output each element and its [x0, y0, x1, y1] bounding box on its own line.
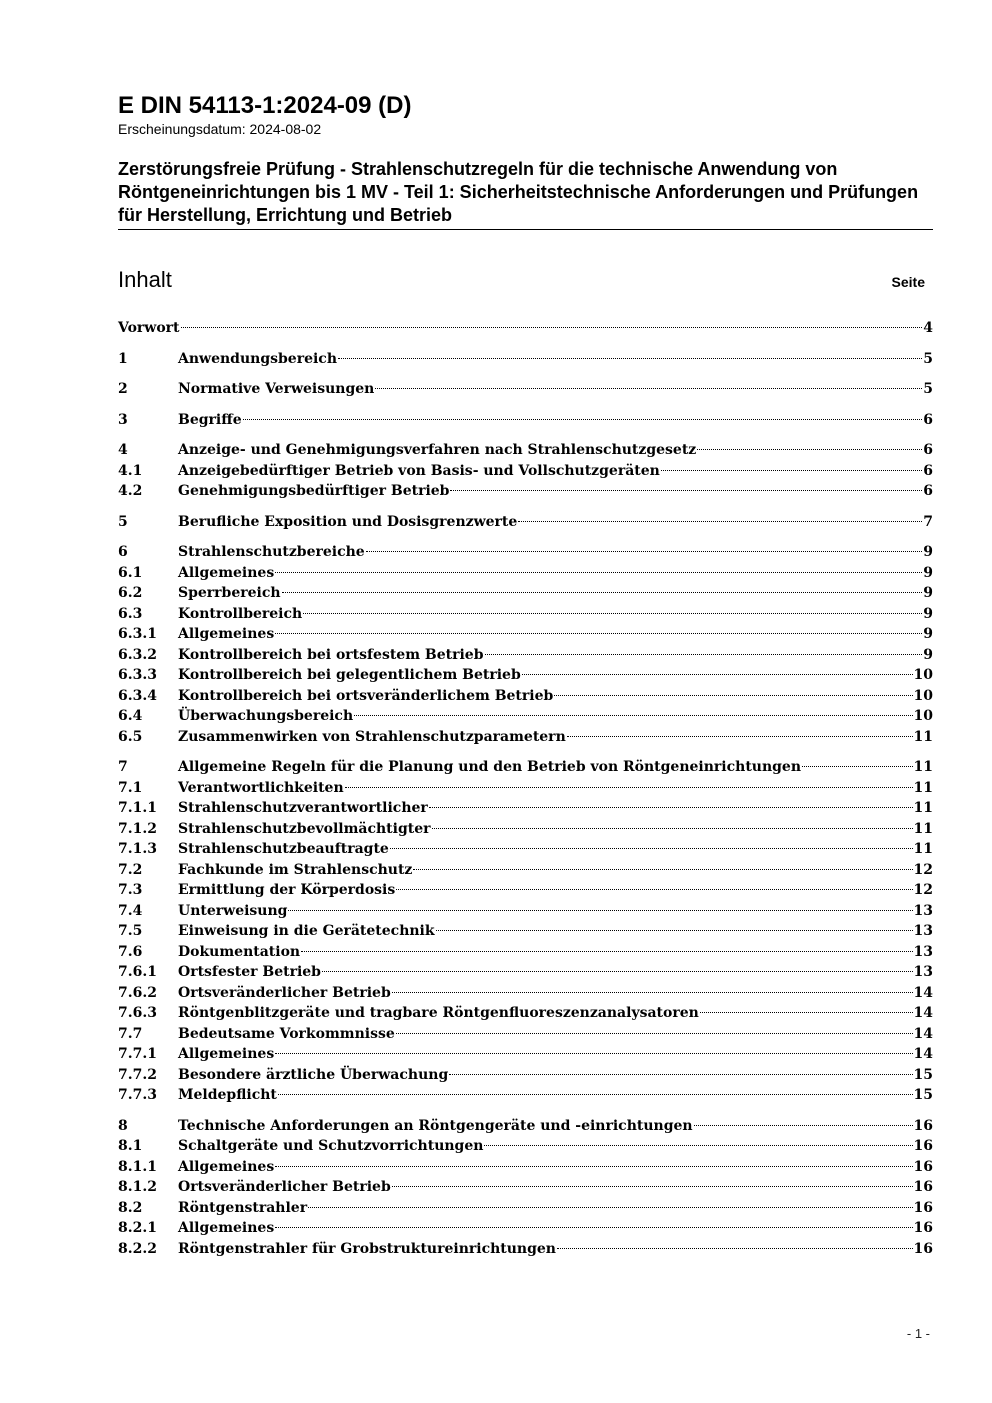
toc-heading: Inhalt: [118, 267, 172, 292]
toc-entry[interactable]: [118, 481, 933, 502]
toc-entry-number: 7.7.3: [118, 1087, 157, 1103]
toc-entry[interactable]: [118, 798, 933, 819]
toc-dot-leader: [396, 889, 912, 890]
toc-entry-number: 7: [118, 759, 128, 775]
toc-entry-number: 6.3.2: [118, 646, 157, 663]
toc-entry-title: Unterweisung: [178, 902, 288, 919]
toc-entry[interactable]: [118, 1085, 933, 1106]
toc-entry-number: 6: [118, 544, 128, 560]
toc-entry-number: 6.2: [118, 585, 143, 601]
toc-entry[interactable]: [118, 461, 933, 482]
toc-entry[interactable]: [118, 645, 933, 666]
toc-entry-page: 16: [913, 1220, 933, 1236]
toc-entry-page: 9: [923, 544, 933, 560]
toc-entry-number: 7.6.3: [118, 1005, 157, 1021]
toc-entry[interactable]: [118, 901, 933, 922]
toc-entry-number: 6.3.1: [118, 626, 157, 642]
toc-entry-title: Sperrbereich: [178, 585, 281, 601]
toc-entry-number: 4: [118, 442, 128, 458]
toc-entry-number: 6.5: [118, 728, 143, 745]
toc-entry-page: 11: [913, 800, 933, 816]
toc-entry-number: 8.2.1: [118, 1220, 157, 1236]
toc-entry-number: 7.1.2: [118, 820, 157, 837]
toc-entry[interactable]: [118, 1177, 933, 1198]
toc-entry-title: Bedeutsame Vorkommnisse: [178, 1025, 395, 1042]
toc-entry-title: Ermittlung der Körperdosis: [178, 882, 396, 898]
table-of-contents: [118, 318, 933, 1259]
toc-dot-leader: [700, 1012, 913, 1013]
toc-entry-title: Verantwortlichkeiten: [178, 779, 344, 796]
toc-entry-page: 5: [923, 381, 933, 397]
toc-entry-title: Allgemeine Regeln für die Planung und den Betrieb von Röntgeneinrichtungen: [178, 759, 802, 775]
toc-entry-page: 13: [913, 943, 933, 960]
toc-entry[interactable]: [118, 1116, 933, 1137]
toc-dot-leader: [450, 490, 922, 491]
toc-entry-page: 9: [923, 626, 933, 642]
toc-entry-title: Vorwort: [118, 320, 180, 336]
toc-entry[interactable]: [118, 962, 933, 983]
toc-entry[interactable]: [118, 1157, 933, 1178]
toc-dot-leader: [413, 869, 912, 870]
toc-entry-number: 7.1: [118, 779, 143, 796]
toc-entry[interactable]: [118, 512, 933, 533]
toc-entry-page: 11: [913, 728, 933, 745]
toc-entry-title: Besondere ärztliche Überwachung: [178, 1066, 449, 1083]
toc-entry-number: 8.1.1: [118, 1158, 157, 1175]
toc-entry-title: Kontrollbereich: [178, 605, 303, 622]
toc-entry-title: Überwachungsbereich: [178, 708, 354, 724]
toc-entry-title: Strahlenschutzbeauftragte: [178, 841, 389, 857]
toc-entry-number: 7.6.2: [118, 984, 157, 1001]
toc-entry-number: 6.3.4: [118, 687, 157, 704]
toc-entry[interactable]: [118, 819, 933, 840]
toc-entry-title: Anzeige- und Genehmigungsverfahren nach Strahlenschutzgesetz: [178, 442, 697, 458]
toc-entry-page: 6: [923, 483, 933, 499]
toc-entry-page: 13: [913, 923, 933, 939]
toc-entry[interactable]: [118, 778, 933, 799]
toc-entry-page: 9: [923, 585, 933, 601]
toc-entry-page: 16: [913, 1158, 933, 1175]
toc-entry-number: 7.3: [118, 882, 143, 898]
toc-dot-leader: [429, 807, 913, 808]
toc-dot-leader: [485, 654, 923, 655]
toc-entry-page: 13: [913, 964, 933, 980]
toc-entry-title: Anzeigebedürftiger Betrieb von Basis- und Vollschutzgeräten: [178, 462, 660, 479]
toc-entry-page: 14: [913, 984, 933, 1001]
toc-dot-leader: [275, 633, 922, 634]
toc-entry-number: 6.1: [118, 564, 143, 581]
toc-entry-page: 16: [913, 1179, 933, 1195]
toc-entry-page: 10: [913, 667, 933, 683]
toc-dot-leader: [392, 1186, 913, 1187]
toc-entry[interactable]: [118, 983, 933, 1004]
toc-entry-title: Allgemeines: [178, 626, 275, 642]
toc-entry-number: 4.2: [118, 483, 143, 499]
toc-dot-leader: [275, 572, 922, 573]
toc-entry[interactable]: [118, 604, 933, 625]
toc-dot-leader: [275, 1053, 912, 1054]
toc-entry-title: Kontrollbereich bei ortsfestem Betrieb: [178, 646, 484, 663]
toc-dot-leader: [390, 848, 913, 849]
toc-dot-leader: [375, 388, 922, 389]
toc-entry[interactable]: [118, 860, 933, 881]
toc-entry-title: Allgemeines: [178, 1046, 275, 1062]
toc-dot-leader: [449, 1074, 912, 1075]
toc-entry-title: Röntgenblitzgeräte und tragbare Röntgenfluoreszenzanalysatoren: [178, 1005, 699, 1021]
toc-dot-leader: [436, 930, 913, 931]
toc-entry[interactable]: [118, 440, 933, 461]
toc-entry-number: 7.6.1: [118, 964, 157, 980]
toc-entry-title: Strahlenschutzbereiche: [178, 544, 365, 560]
toc-entry-page: 6: [923, 442, 933, 458]
toc-entry-page: 7: [923, 513, 933, 530]
toc-entry-page: 16: [913, 1199, 933, 1216]
toc-dot-leader: [275, 1166, 912, 1167]
toc-entry-number: 7.1.1: [118, 800, 157, 816]
toc-entry[interactable]: [118, 1136, 933, 1157]
toc-entry-title: Allgemeines: [178, 1158, 275, 1175]
toc-dot-leader: [366, 551, 923, 552]
toc-entry-number: 8.1.2: [118, 1179, 157, 1195]
toc-entry[interactable]: [118, 624, 933, 645]
toc-entry-number: 8.2: [118, 1199, 143, 1216]
toc-dot-leader: [338, 358, 922, 359]
toc-entry-title: Ortsveränderlicher Betrieb: [178, 984, 391, 1001]
toc-entry[interactable]: [118, 727, 933, 748]
document-id: E DIN 54113-1:2024-09 (D): [118, 92, 412, 119]
toc-entry[interactable]: [118, 1065, 933, 1086]
toc-entry-number: 7.1.3: [118, 841, 157, 857]
toc-dot-leader: [484, 1145, 912, 1146]
toc-dot-leader: [557, 1248, 913, 1249]
toc-entry[interactable]: [118, 542, 933, 563]
toc-entry-title: Zusammenwirken von Strahlenschutzparametern: [178, 728, 566, 745]
toc-entry[interactable]: [118, 1198, 933, 1219]
toc-dot-leader: [661, 470, 922, 471]
toc-entry-page: 9: [923, 646, 933, 663]
toc-entry[interactable]: [118, 1239, 933, 1260]
toc-entry-page: 11: [913, 820, 933, 837]
toc-entry[interactable]: [118, 379, 933, 400]
toc-entry-title: Begriffe: [178, 411, 242, 428]
toc-entry-number: 7.2: [118, 861, 143, 878]
document-title: Zerstörungsfreie Prüfung - Strahlenschutzregeln für die technische Anwendung von Röntgeneinrichtungen bis 1 MV - Teil 1: Sicherheitstechnische Anforderungen und Prüfungen für Herstellung, Errichtung und Betrieb: [118, 158, 933, 230]
toc-entry-page: 12: [913, 882, 933, 898]
toc-entry-number: 6.3.3: [118, 667, 157, 683]
toc-entry-title: Dokumentation: [178, 943, 301, 960]
toc-entry-page: 16: [913, 1138, 933, 1154]
document-page: [118, 92, 933, 1259]
toc-dot-leader: [518, 521, 922, 522]
toc-header: [118, 267, 933, 293]
toc-entry-title: Allgemeines: [178, 1220, 275, 1236]
toc-dot-leader: [354, 715, 912, 716]
toc-dot-leader: [697, 449, 922, 450]
page-number: - 1 -: [906, 1326, 930, 1341]
toc-entry-number: 4.1: [118, 462, 143, 479]
toc-dot-leader: [694, 1125, 913, 1126]
toc-dot-leader: [303, 613, 922, 614]
toc-dot-leader: [308, 1207, 912, 1208]
toc-entry-page: 5: [923, 350, 933, 367]
toc-entry-title: Kontrollbereich bei ortsveränderlichem Betrieb: [178, 687, 554, 704]
toc-entry-number: 7.7.2: [118, 1066, 157, 1083]
toc-entry-title: Ortsveränderlicher Betrieb: [178, 1179, 391, 1195]
toc-entry-page: 13: [913, 902, 933, 919]
toc-entry[interactable]: [118, 1218, 933, 1239]
toc-entry-title: Allgemeines: [178, 564, 275, 581]
toc-entry-title: Strahlenschutzbevollmächtigter: [178, 820, 431, 837]
toc-entry-title: Einweisung in die Gerätetechnik: [178, 923, 435, 939]
toc-dot-leader: [322, 971, 913, 972]
toc-entry-page: 6: [923, 411, 933, 428]
toc-entry-page: 9: [923, 605, 933, 622]
toc-entry-title: Technische Anforderungen an Röntgengeräte und -einrichtungen: [178, 1117, 693, 1134]
toc-entry[interactable]: [118, 1003, 933, 1024]
toc-entry-page: 14: [913, 1005, 933, 1021]
toc-dot-leader: [278, 1094, 913, 1095]
toc-entry-title: Ortsfester Betrieb: [178, 964, 321, 980]
toc-dot-leader: [282, 592, 923, 593]
toc-page-column-label: Seite: [891, 274, 925, 290]
toc-entry[interactable]: [118, 410, 933, 431]
toc-entry-number: 5: [118, 513, 128, 530]
toc-entry[interactable]: [118, 1024, 933, 1045]
publication-date: Erscheinungsdatum: 2024-08-02: [118, 121, 322, 137]
toc-entry-page: 11: [913, 759, 933, 775]
toc-entry-page: 14: [913, 1046, 933, 1062]
toc-entry[interactable]: [118, 757, 933, 778]
toc-entry-title: Berufliche Exposition und Dosisgrenzwerte: [178, 513, 518, 530]
toc-entry-title: Fachkunde im Strahlenschutz: [178, 861, 413, 878]
toc-entry-number: 7.7: [118, 1025, 143, 1042]
toc-dot-leader: [345, 787, 913, 788]
toc-entry-page: 14: [913, 1025, 933, 1042]
toc-entry-page: 15: [913, 1087, 933, 1103]
toc-entry[interactable]: [118, 1044, 933, 1065]
toc-entry-number: 8.2.2: [118, 1240, 157, 1257]
toc-entry-page: 16: [913, 1117, 933, 1134]
toc-dot-leader: [802, 766, 912, 767]
toc-entry[interactable]: [118, 563, 933, 584]
toc-entry-number: 6.3: [118, 605, 143, 622]
toc-entry-page: 9: [923, 564, 933, 581]
toc-entry-number: 1: [118, 350, 128, 367]
toc-entry-title: Strahlenschutzverantwortlicher: [178, 800, 428, 816]
toc-entry-number: 7.4: [118, 902, 143, 919]
toc-entry-page: 4: [923, 320, 933, 336]
toc-dot-leader: [275, 1227, 912, 1228]
toc-entry-title: Meldepflicht: [178, 1087, 277, 1103]
toc-dot-leader: [567, 736, 913, 737]
toc-entry-number: 7.6: [118, 943, 143, 960]
toc-entry-number: 7.5: [118, 923, 143, 939]
toc-dot-leader: [554, 695, 912, 696]
toc-entry-title: Kontrollbereich bei gelegentlichem Betrieb: [178, 667, 521, 683]
toc-entry-number: 3: [118, 411, 128, 428]
toc-entry-number: 8.1: [118, 1138, 143, 1154]
toc-entry[interactable]: [118, 706, 933, 727]
toc-entry[interactable]: [118, 349, 933, 370]
toc-entry-title: Röntgenstrahler: [178, 1199, 308, 1216]
toc-entry[interactable]: [118, 942, 933, 963]
toc-dot-leader: [522, 674, 913, 675]
toc-dot-leader: [301, 951, 912, 952]
toc-entry[interactable]: [118, 583, 933, 604]
toc-entry-number: 7.7.1: [118, 1046, 157, 1062]
toc-dot-leader: [288, 910, 912, 911]
toc-entry[interactable]: [118, 880, 933, 901]
toc-dot-leader: [181, 327, 923, 328]
toc-entry-title: Normative Verweisungen: [178, 381, 375, 397]
toc-entry[interactable]: [118, 318, 933, 339]
toc-entry-number: 2: [118, 381, 128, 397]
toc-entry-number: 6.4: [118, 708, 143, 724]
toc-entry-page: 10: [913, 708, 933, 724]
toc-dot-leader: [392, 992, 913, 993]
toc-entry[interactable]: [118, 665, 933, 686]
toc-dot-leader: [396, 1033, 913, 1034]
toc-entry[interactable]: [118, 839, 933, 860]
toc-entry-title: Röntgenstrahler für Grobstruktureinrichtungen: [178, 1240, 556, 1257]
toc-dot-leader: [432, 828, 913, 829]
toc-dot-leader: [243, 419, 923, 420]
toc-entry-page: 11: [913, 841, 933, 857]
toc-entry-page: 12: [913, 861, 933, 878]
toc-entry[interactable]: [118, 921, 933, 942]
toc-entry-page: 15: [913, 1066, 933, 1083]
toc-entry-number: 8: [118, 1117, 128, 1134]
toc-entry[interactable]: [118, 686, 933, 707]
toc-entry-page: 11: [913, 779, 933, 796]
toc-entry-page: 16: [913, 1240, 933, 1257]
toc-entry-title: Schaltgeräte und Schutzvorrichtungen: [178, 1138, 484, 1154]
toc-entry-page: 6: [923, 462, 933, 479]
toc-entry-title: Anwendungsbereich: [178, 350, 337, 367]
toc-entry-title: Genehmigungsbedürftiger Betrieb: [178, 483, 450, 499]
toc-entry-page: 10: [913, 687, 933, 704]
